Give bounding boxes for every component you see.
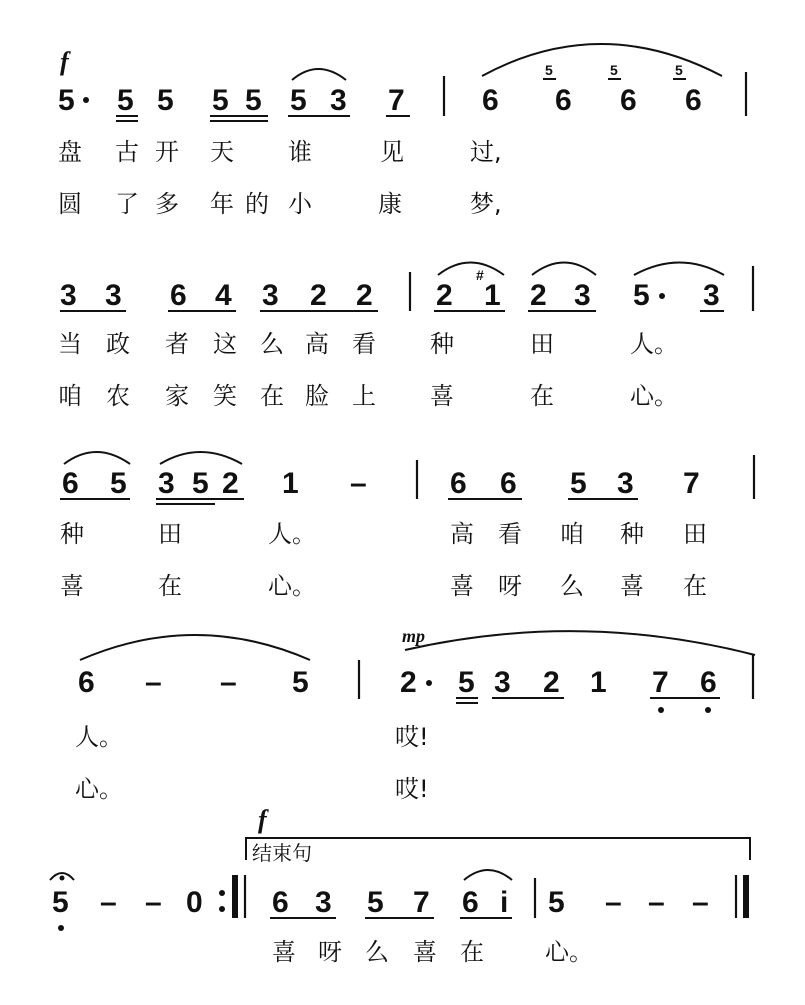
coda-label: 结束句 [252,841,312,865]
note: 4 [215,279,232,312]
dash: – [145,666,162,699]
note: 2 [356,279,373,312]
lyric: 政 [106,330,130,358]
note: 5 [117,84,134,117]
repeat-dot [219,890,225,896]
octave-dot-low [658,707,664,713]
lyric: 开 [155,138,179,166]
lyric: 了 [115,190,139,218]
lyric: 田 [530,330,554,358]
dash: – [220,666,237,699]
note: 3 [105,279,122,312]
lyric: 高 [305,330,329,358]
note: 1 [590,666,607,699]
note: 5 [52,886,69,919]
note: 5 [212,84,229,117]
augmentation-dot [426,680,432,686]
slur [438,263,504,276]
lyric: 在 [260,382,284,410]
note: 5 [290,84,307,117]
note: 2 [436,279,453,312]
lyric: 心。 [545,938,593,966]
lyric: 这 [213,330,237,358]
lyric: 的 [245,190,269,218]
note: 3 [315,886,332,919]
lyric: 脸 [305,382,329,410]
repeat-dot [219,906,225,912]
lyric: 喜 [430,382,454,410]
note: 0 [186,886,203,919]
lyric: 家 [165,382,189,410]
note: 6 [700,666,717,699]
note: 3 [703,279,720,312]
note: 6 [555,84,572,117]
note: 2 [543,666,560,699]
note: 2 [222,467,239,500]
lyric: 喜 [450,572,474,600]
note: 7 [652,666,669,699]
lyric: 多 [155,190,179,218]
note: 7 [388,84,405,117]
slur [405,631,755,655]
dash: – [692,886,709,919]
note: 3 [158,467,175,500]
sharp-sign: # [476,267,484,283]
lyric: 呀 [318,938,342,966]
lyric: 种 [60,520,84,548]
lyric: 过, [470,138,502,166]
lyric: 笑 [213,382,237,410]
lyric: 喜 [272,938,296,966]
lyric: 人。 [630,330,678,358]
note: 6 [78,666,95,699]
note: 3 [60,279,77,312]
lyric: 当 [58,330,82,358]
slur [464,870,512,880]
dash: – [350,467,367,500]
note: 5 [110,467,127,500]
grace-note: 5 [545,62,553,78]
lyric: 哎! [395,723,429,751]
lyric: 种 [430,330,454,358]
note: 3 [574,279,591,312]
lyric: 人。 [268,520,316,548]
octave-dot-low [58,925,64,931]
score-line-5 [50,805,750,966]
grace-note: 5 [675,62,683,78]
dash: – [605,886,622,919]
slur [634,263,724,276]
lyric: 咱 [560,520,584,548]
lyric: 康 [378,190,402,218]
note: 6 [170,279,187,312]
augmentation-dot [83,97,89,103]
note: 6 [462,886,479,919]
lyric: 人。 [75,723,123,751]
octave-dot-low [705,707,711,713]
note: 5 [292,666,309,699]
lyric: 咱 [58,382,82,410]
lyric: 农 [106,382,130,410]
note: 6 [685,84,702,117]
score-line-1 [58,44,746,218]
note: 3 [330,84,347,117]
note: 3 [494,666,511,699]
dash: – [648,886,665,919]
score-line-3 [60,452,754,600]
note: 5 [570,467,587,500]
note: 3 [617,467,634,500]
lyric: 天 [210,138,234,166]
lyric: 心。 [75,775,123,803]
slur [160,452,242,464]
lyric: 喜 [60,572,84,600]
lyric: 心。 [630,382,678,410]
lyric: 古 [115,138,139,166]
lyric: 在 [460,938,484,966]
note: 1 [282,467,299,500]
note: 5 [192,467,209,500]
coda-bracket [246,838,750,860]
lyric: 年 [210,190,234,218]
note: 2 [400,666,417,699]
score-line-2 [58,263,753,411]
lyric: 小 [288,190,312,218]
lyric: 么 [365,938,389,966]
lyric: 见 [380,138,404,166]
lyric: 呀 [498,572,522,600]
augmentation-dot [659,293,665,299]
dynamic-forte: f [60,47,69,76]
note: 5 [548,886,565,919]
lyric: 田 [158,520,182,548]
note: 5 [58,84,75,117]
lyric: 谁 [288,138,312,166]
note: 5 [367,886,384,919]
dash: – [100,886,117,919]
lyric: 么 [260,330,284,358]
lyric: 看 [498,520,522,548]
lyric: 看 [352,330,376,358]
note: 2 [530,279,547,312]
note: 7 [413,886,430,919]
lyric: 者 [165,330,189,358]
lyric: 心。 [268,572,316,600]
lyric: 高 [450,520,474,548]
lyric: 喜 [413,938,437,966]
lyric: 在 [683,572,707,600]
lyric: 么 [560,572,584,600]
note: 3 [262,279,279,312]
lyric: 田 [683,520,707,548]
lyric: 哎! [395,775,429,803]
slur [482,44,722,76]
slur [532,263,596,276]
note: 6 [62,467,79,500]
lyric: 梦, [470,190,502,218]
note: 5 [633,279,650,312]
note: 6 [482,84,499,117]
lyric: 上 [352,382,376,410]
note: 1 [484,279,501,312]
note: 7 [683,467,700,500]
dash: – [145,886,162,919]
lyric: 喜 [620,572,644,600]
note: 5 [458,666,475,699]
note: 6 [450,467,467,500]
lyric: 在 [530,382,554,410]
lyric: 圆 [58,190,82,218]
note: 2 [310,279,327,312]
grace-note: 5 [610,62,618,78]
dynamic-mezzo-piano: mp [402,626,426,646]
note: 5 [245,84,262,117]
dynamic-forte: f [258,805,267,834]
lyric: 盘 [58,138,82,166]
note-high: i [500,886,509,919]
note: 6 [500,467,517,500]
note: 6 [620,84,637,117]
score-line-4 [75,626,755,803]
slur [80,635,310,660]
slur [292,69,346,80]
note: 6 [272,886,289,919]
slur [64,452,130,464]
lyric: 在 [158,572,182,600]
note: 5 [157,84,174,117]
lyric: 种 [620,520,644,548]
